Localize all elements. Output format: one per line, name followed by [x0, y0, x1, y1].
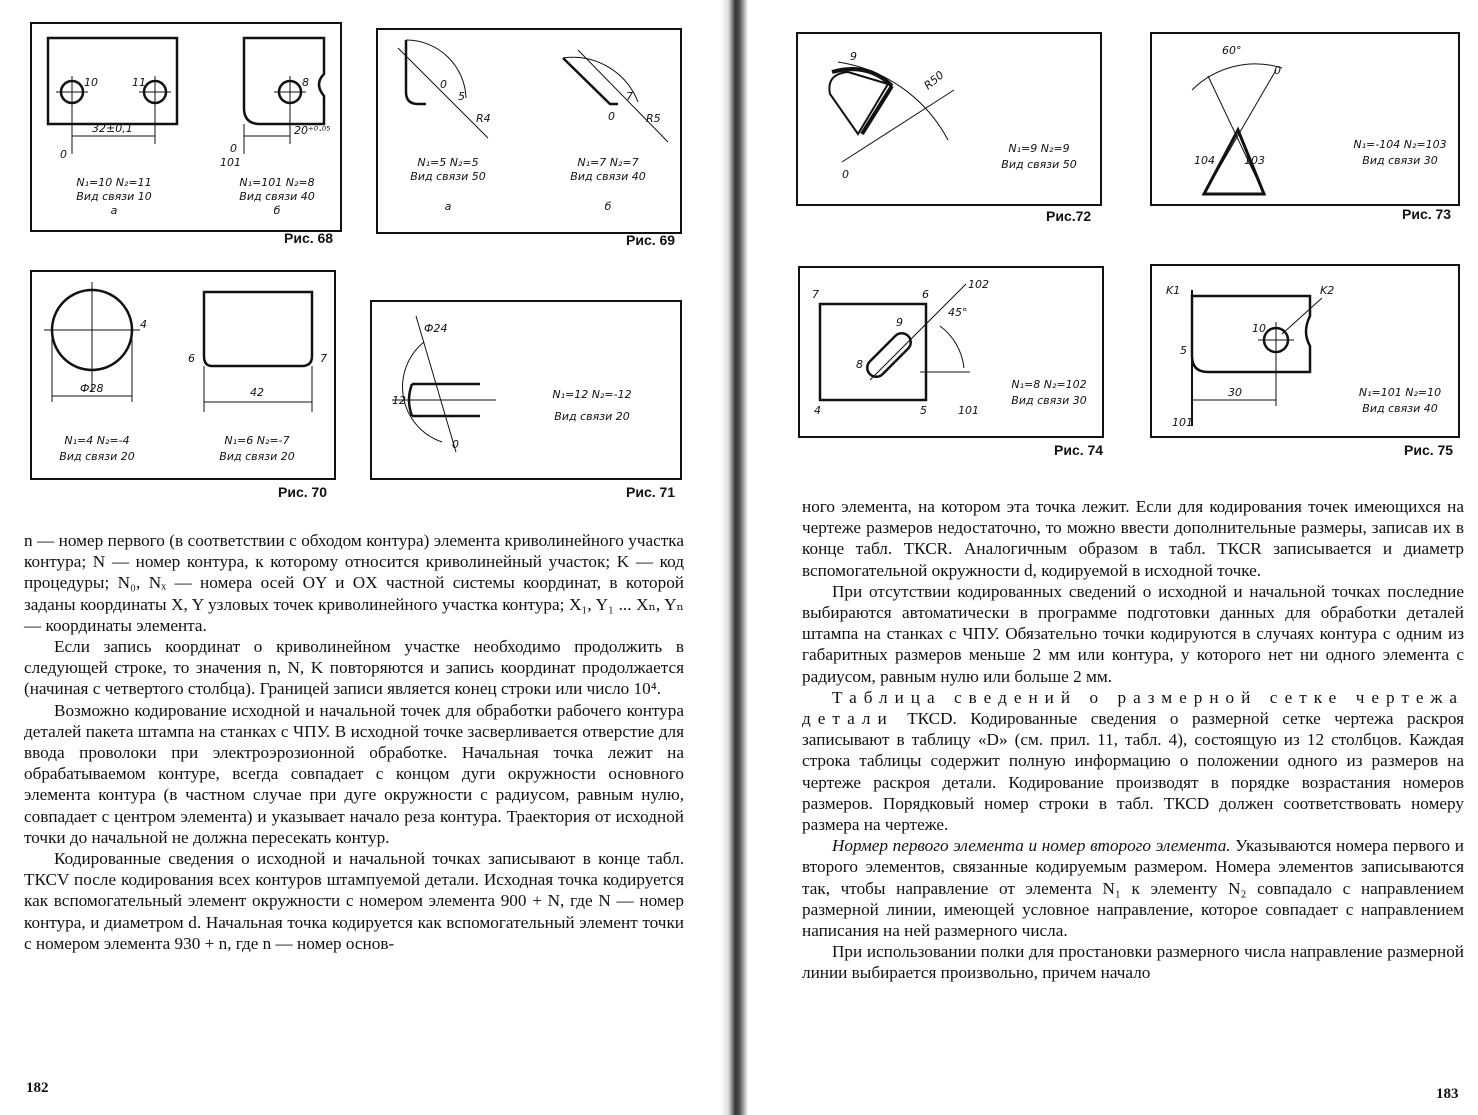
fig71-n: N₁=12 N₂=-12 — [552, 388, 632, 401]
fig68-label-0a: 0 — [60, 148, 67, 161]
right-paragraph-3 — [802, 687, 1464, 835]
figure-72 — [796, 32, 1102, 206]
fig73-vid: Вид связи 30 — [1362, 154, 1438, 167]
fig69-label-r5: R5 — [646, 112, 661, 125]
fig69-label-0a: 0 — [440, 78, 447, 91]
right-paragraph-5: При использовании полки для простановки размерного числа направление размерной линии выбирается произвольно, причем начало — [802, 942, 1464, 983]
fig70b-n: N₁=6 N₂=-7 — [224, 434, 290, 447]
fig69-label-7: 7 — [626, 90, 633, 103]
figure-73-drawing — [1152, 34, 1462, 208]
section-heading: Таблица сведений о размерной сетке чертежа детали — [802, 687, 1464, 729]
left-paragraph-3: Возможно кодирование исходной и начальной точек для обработки рабочего контура деталей пакета штампа на станках с ЧПУ. В исходной точке засверливается отверстие для ввода проволоки при электроэрозионной обработке. Начальная точка лежит на обрабатываемом контуре, всегда совпадает с концом дуги окружности основного элемента контура (в частном случае при дуге окружности с радиусом, равным нулю, совпадает с центром элемента) и указывает начало реза контура. Траектория от исходной точки до начальной не должна пересекать контур. — [24, 700, 684, 847]
italic-lead: Нормер первого элемента и номер второго элемента. — [832, 836, 1231, 856]
fig68b-vid: Вид связи 40 — [239, 190, 315, 203]
fig71-label-d24: Ф24 — [424, 322, 448, 335]
caption-fig-68: Рис. 68 — [284, 230, 334, 246]
right-paragraph-3-body: ТКСD. Кодированные сведения о размерной сетке чертежа раскроя записывают в таблицу «D» (см. прил. 11, табл. 4), состоящую из 12 столбцов. Каждая строка таблицы содержит полную информацию о положении одного из размеров на чертеже раскроя детали. Кодирование производят в порядке возрастания номеров размеров. Порядковый номер строки в табл. ТКСD должен соответствовать номеру размера на чертеже. — [802, 709, 1464, 835]
fig72-vid: Вид связи 50 — [1001, 158, 1077, 171]
fig70-label-7: 7 — [320, 352, 327, 365]
fig70-dim-42: 42 — [250, 386, 264, 399]
right-paragraph-4 — [802, 835, 1464, 941]
fig75-label-10: 10 — [1252, 322, 1266, 335]
caption-fig-75: Рис. 75 — [1404, 442, 1454, 458]
caption-fig-72: Рис.72 — [1046, 208, 1092, 224]
left-page-text — [24, 530, 684, 954]
figure-70 — [30, 270, 336, 480]
fig69a-n: N₁=5 N₂=5 — [417, 156, 479, 169]
fig74-label-102: 102 — [968, 278, 989, 291]
fig74-label-9: 9 — [896, 316, 903, 329]
fig71-label-0: 0 — [452, 438, 459, 451]
fig68-label-11: 11 — [132, 76, 146, 89]
figure-68 — [30, 22, 342, 232]
caption-fig-73: Рис. 73 — [1402, 206, 1452, 222]
fig69-label-0b: 0 — [608, 110, 615, 123]
fig69b-letter: б — [604, 200, 612, 213]
figure-73 — [1150, 32, 1460, 206]
fig75-label-101: 101 — [1172, 416, 1193, 429]
fig72-label-9: 9 — [850, 50, 857, 63]
page-number-left: 182 — [26, 1080, 49, 1096]
fig72-n: N₁=9 N₂=9 — [1008, 142, 1070, 155]
caption-fig-74: Рис. 74 — [1054, 442, 1104, 458]
left-paragraph-4: Кодированные сведения о исходной и начальной точках записывают в конце табл. ТКСV после кодирования всех контуров штампуемой детали. Исходная точка кодируется как вспомогательный элемент окружности с номером элемента 900 + N, где N — номер контура, и диаметром d. Начальная точка кодируется как вспомогательный элемент точки с номером элемента 930 + n, где n — номер основ- — [24, 849, 684, 953]
fig75-label-k2: K2 — [1320, 284, 1335, 297]
fig75-dim-30: 30 — [1228, 386, 1242, 399]
fig74-label-6: 6 — [922, 288, 929, 301]
fig68-label-101: 101 — [220, 156, 241, 169]
fig74-vid: Вид связи 30 — [1011, 394, 1087, 407]
fig70-dim-d28: Ф28 — [80, 382, 104, 395]
fig74-n: N₁=8 N₂=102 — [1011, 378, 1087, 391]
left-paragraph-2: Если запись координат о криволинейном участке необходимо продолжить в следующей строке, то значения n, N, K повторяются и запись координат продолжается (начиная с четвертого столбца). Границей записи является конец строки или число 10⁴. — [24, 637, 684, 699]
fig68-label-0b: 0 — [230, 142, 237, 155]
fig68a-vid: Вид связи 10 — [76, 190, 152, 203]
fig73-label-104: 104 — [1194, 154, 1215, 167]
fig69a-letter: а — [444, 200, 452, 213]
book-spine — [720, 0, 748, 1115]
fig72-label-0: 0 — [842, 168, 849, 181]
figure-71 — [370, 300, 682, 480]
figure-74 — [798, 266, 1104, 438]
figure-72-drawing — [798, 34, 1104, 208]
fig70a-vid: Вид связи 20 — [59, 450, 135, 463]
fig68a-letter: а — [110, 204, 118, 217]
fig68-label-8: 8 — [302, 76, 309, 89]
caption-fig-71: Рис. 71 — [626, 484, 676, 500]
left-paragraph-1: n — номер первого (в соответствии с обходом контура) элемента криволинейного участка контура; N — номер контура, к которому относится криволинейный участок; K — код процедуры; N₀, Nₓ — номера осей OY и OX частной системы координат, в которой заданы координаты X, Y узловых точек криволинейного участка контура; X₁, Y₁ ... Xₙ, Yₙ — координаты элемента. — [24, 531, 684, 635]
caption-fig-70: Рис. 70 — [278, 484, 328, 500]
fig74-label-101: 101 — [958, 404, 979, 417]
fig75-label-k1: K1 — [1166, 284, 1181, 297]
fig68-label-10: 10 — [84, 76, 98, 89]
fig74-label-4: 4 — [814, 404, 821, 417]
fig68-dim-32: 32±0,1 — [92, 122, 133, 135]
fig75-n: N₁=101 N₂=10 — [1358, 386, 1442, 399]
fig73-label-0: 0 — [1274, 64, 1281, 77]
fig75-vid: Вид связи 40 — [1362, 402, 1438, 415]
fig74-label-45deg: 45° — [948, 306, 968, 319]
fig73-label-103: 103 — [1244, 154, 1265, 167]
right-paragraph-1: ного элемента, на котором эта точка лежит. Если для кодирования точек имеющихся на чертеже размеров недостаточно, то можно ввести дополнительные размеры, записав их в конце табл. ТКСR. Аналогичным образом в табл. ТКСR записывается и диаметр вспомогательной окружности d, кодируемой в исходной точке. — [802, 497, 1464, 580]
fig74-label-7: 7 — [812, 288, 819, 301]
fig74-label-5: 5 — [920, 404, 927, 417]
fig69-label-5: 5 — [458, 90, 465, 103]
fig72-label-r50: R50 — [921, 68, 947, 93]
page-number-right: 183 — [1436, 1086, 1459, 1102]
fig70b-vid: Вид связи 20 — [219, 450, 295, 463]
fig70-label-4: 4 — [140, 318, 147, 331]
fig71-vid: Вид связи 20 — [554, 410, 630, 423]
fig70a-n: N₁=4 N₂=-4 — [64, 434, 130, 447]
right-paragraph-2: При отсутствии кодированных сведений о исходной и начальной точках последние выбираются автоматически в программе подготовки данных для обработки деталей штампа на станках с ЧПУ. Обязательно точки кодируются в случаях контура с одним из габаритных размеров меньше 2 мм или контура, у которого нет ни одного элемента с радиусом, равным нулю или больше 2 мм. — [802, 581, 1464, 686]
fig68-dim-20: 20⁺⁰·⁰⁵ — [294, 124, 331, 137]
caption-fig-69: Рис. 69 — [626, 232, 676, 248]
fig69-label-r4: R4 — [476, 112, 491, 125]
right-page-text — [802, 496, 1464, 984]
fig68b-letter: б — [273, 204, 281, 217]
fig71-label-12: 12 — [392, 394, 406, 407]
right-paragraph-4-body: Указываются номера первого и второго элементов, связанные кодируемым размером. Номера элементов записываются так, чтобы направление от элемента N₁ к элементу N₂ совпадало с направлением размерной линии, имеющей условное направление, которое совпадает с направлением написания на ней размерного числа. — [802, 836, 1464, 941]
figure-69 — [376, 28, 682, 234]
fig69a-vid: Вид связи 50 — [410, 170, 486, 183]
fig69b-n: N₁=7 N₂=7 — [577, 156, 639, 169]
fig75-label-5: 5 — [1180, 344, 1187, 357]
fig73-label-60deg: 60° — [1222, 44, 1242, 57]
fig70-label-6: 6 — [188, 352, 195, 365]
figure-75 — [1150, 264, 1460, 438]
fig68a-n: N₁=10 N₂=11 — [76, 176, 152, 189]
fig73-n: N₁=-104 N₂=103 — [1353, 138, 1447, 151]
fig74-label-8: 8 — [856, 358, 863, 371]
figure-74-drawing — [800, 268, 1106, 440]
fig69b-vid: Вид связи 40 — [570, 170, 646, 183]
fig68b-n: N₁=101 N₂=8 — [239, 176, 315, 189]
